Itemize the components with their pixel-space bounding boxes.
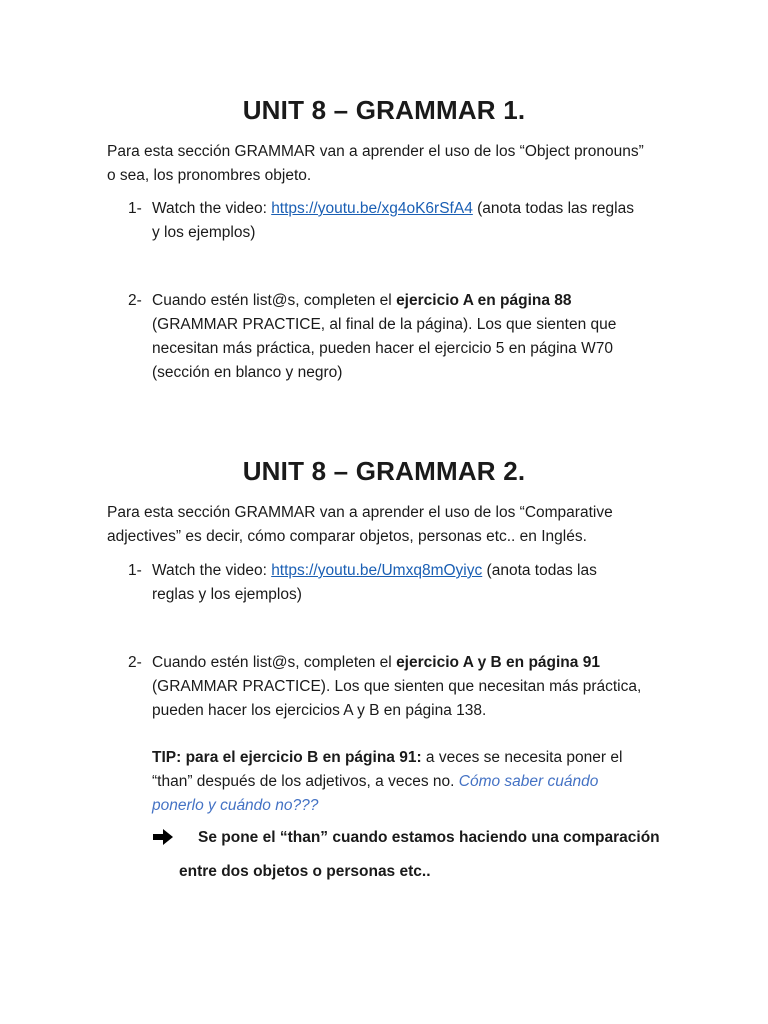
section2-item1-line2: reglas y los ejemplos) bbox=[152, 586, 302, 603]
section2-item2-bold: ejercicio A y B en página 91 bbox=[396, 654, 600, 671]
section2-item1-prefix: Watch the video: bbox=[152, 562, 272, 579]
rule-block bbox=[152, 829, 672, 889]
section2-item2-number: 2- bbox=[128, 654, 142, 671]
section1-item2-line4: (sección en blanco y negro) bbox=[152, 364, 343, 381]
section1-title: UNIT 8 – GRAMMAR 1. bbox=[242, 95, 526, 125]
video-link-1[interactable]: https://youtu.be/xg4oK6rSfA4 bbox=[271, 200, 473, 217]
section1-intro bbox=[107, 140, 667, 188]
tip-question-part1: Cómo saber cuándo bbox=[458, 773, 599, 790]
rule-line2: entre dos objetos o personas etc.. bbox=[179, 863, 431, 880]
section1-item2-prefix: Cuando estén list@s, completen el bbox=[152, 292, 397, 309]
section2-item2-prefix: Cuando estén list@s, completen el bbox=[152, 654, 397, 671]
section2-intro-line2: adjectives” es decir, cómo comparar objetos, personas etc.. en Inglés. bbox=[107, 528, 587, 545]
section1-item1-suffix: (anota todas las reglas bbox=[472, 200, 634, 217]
tip-block bbox=[152, 746, 652, 818]
section1-item1-prefix: Watch the video: bbox=[152, 200, 272, 217]
section1-item2-line3: necesitan más práctica, pueden hacer el ejercicio 5 en página W70 bbox=[152, 340, 613, 357]
section2-item1 bbox=[128, 559, 688, 607]
section1-item1-line2: y los ejemplos) bbox=[152, 224, 256, 241]
section2-intro bbox=[107, 501, 667, 549]
tip-label: TIP: para el ejercicio B en página 91: bbox=[152, 749, 422, 766]
section1-item2 bbox=[128, 289, 688, 385]
section2-item1-number: 1- bbox=[128, 562, 142, 579]
section1-intro-line1: Para esta sección GRAMMAR van a aprender el uso de los “Object pronouns” bbox=[107, 143, 644, 160]
arrow-right-icon bbox=[152, 827, 174, 847]
section2-item2-line2: (GRAMMAR PRACTICE). Los que sienten que necesitan más práctica, bbox=[152, 678, 642, 695]
section1-item1-number: 1- bbox=[128, 200, 142, 217]
section1-intro-line2: o sea, los pronombres objeto. bbox=[107, 167, 312, 184]
section1-item1 bbox=[128, 197, 688, 245]
rule-line1: Se pone el “than” cuando estamos haciendo una comparación bbox=[198, 829, 660, 846]
tip-question-part2: ponerlo y cuándo no??? bbox=[152, 797, 319, 814]
section2-item2 bbox=[128, 651, 688, 723]
tip-text-line2: “than” después de los adjetivos, a veces no. bbox=[152, 773, 459, 790]
section2-item2-line3: pueden hacer los ejercicios A y B en página 138. bbox=[152, 702, 487, 719]
section1-item2-number: 2- bbox=[128, 292, 142, 309]
section1-item2-line2: (GRAMMAR PRACTICE, al final de la página). Los que sienten que bbox=[152, 316, 617, 333]
tip-text-line1: a veces se necesita poner el bbox=[421, 749, 623, 766]
section2-item1-suffix: (anota todas las bbox=[482, 562, 597, 579]
section1-item2-bold: ejercicio A en página 88 bbox=[396, 292, 572, 309]
section2-title: UNIT 8 – GRAMMAR 2. bbox=[242, 456, 526, 486]
section2-intro-line1: Para esta sección GRAMMAR van a aprender el uso de los “Comparative bbox=[107, 504, 613, 521]
video-link-2[interactable]: https://youtu.be/Umxq8mOyiyc bbox=[271, 562, 483, 579]
